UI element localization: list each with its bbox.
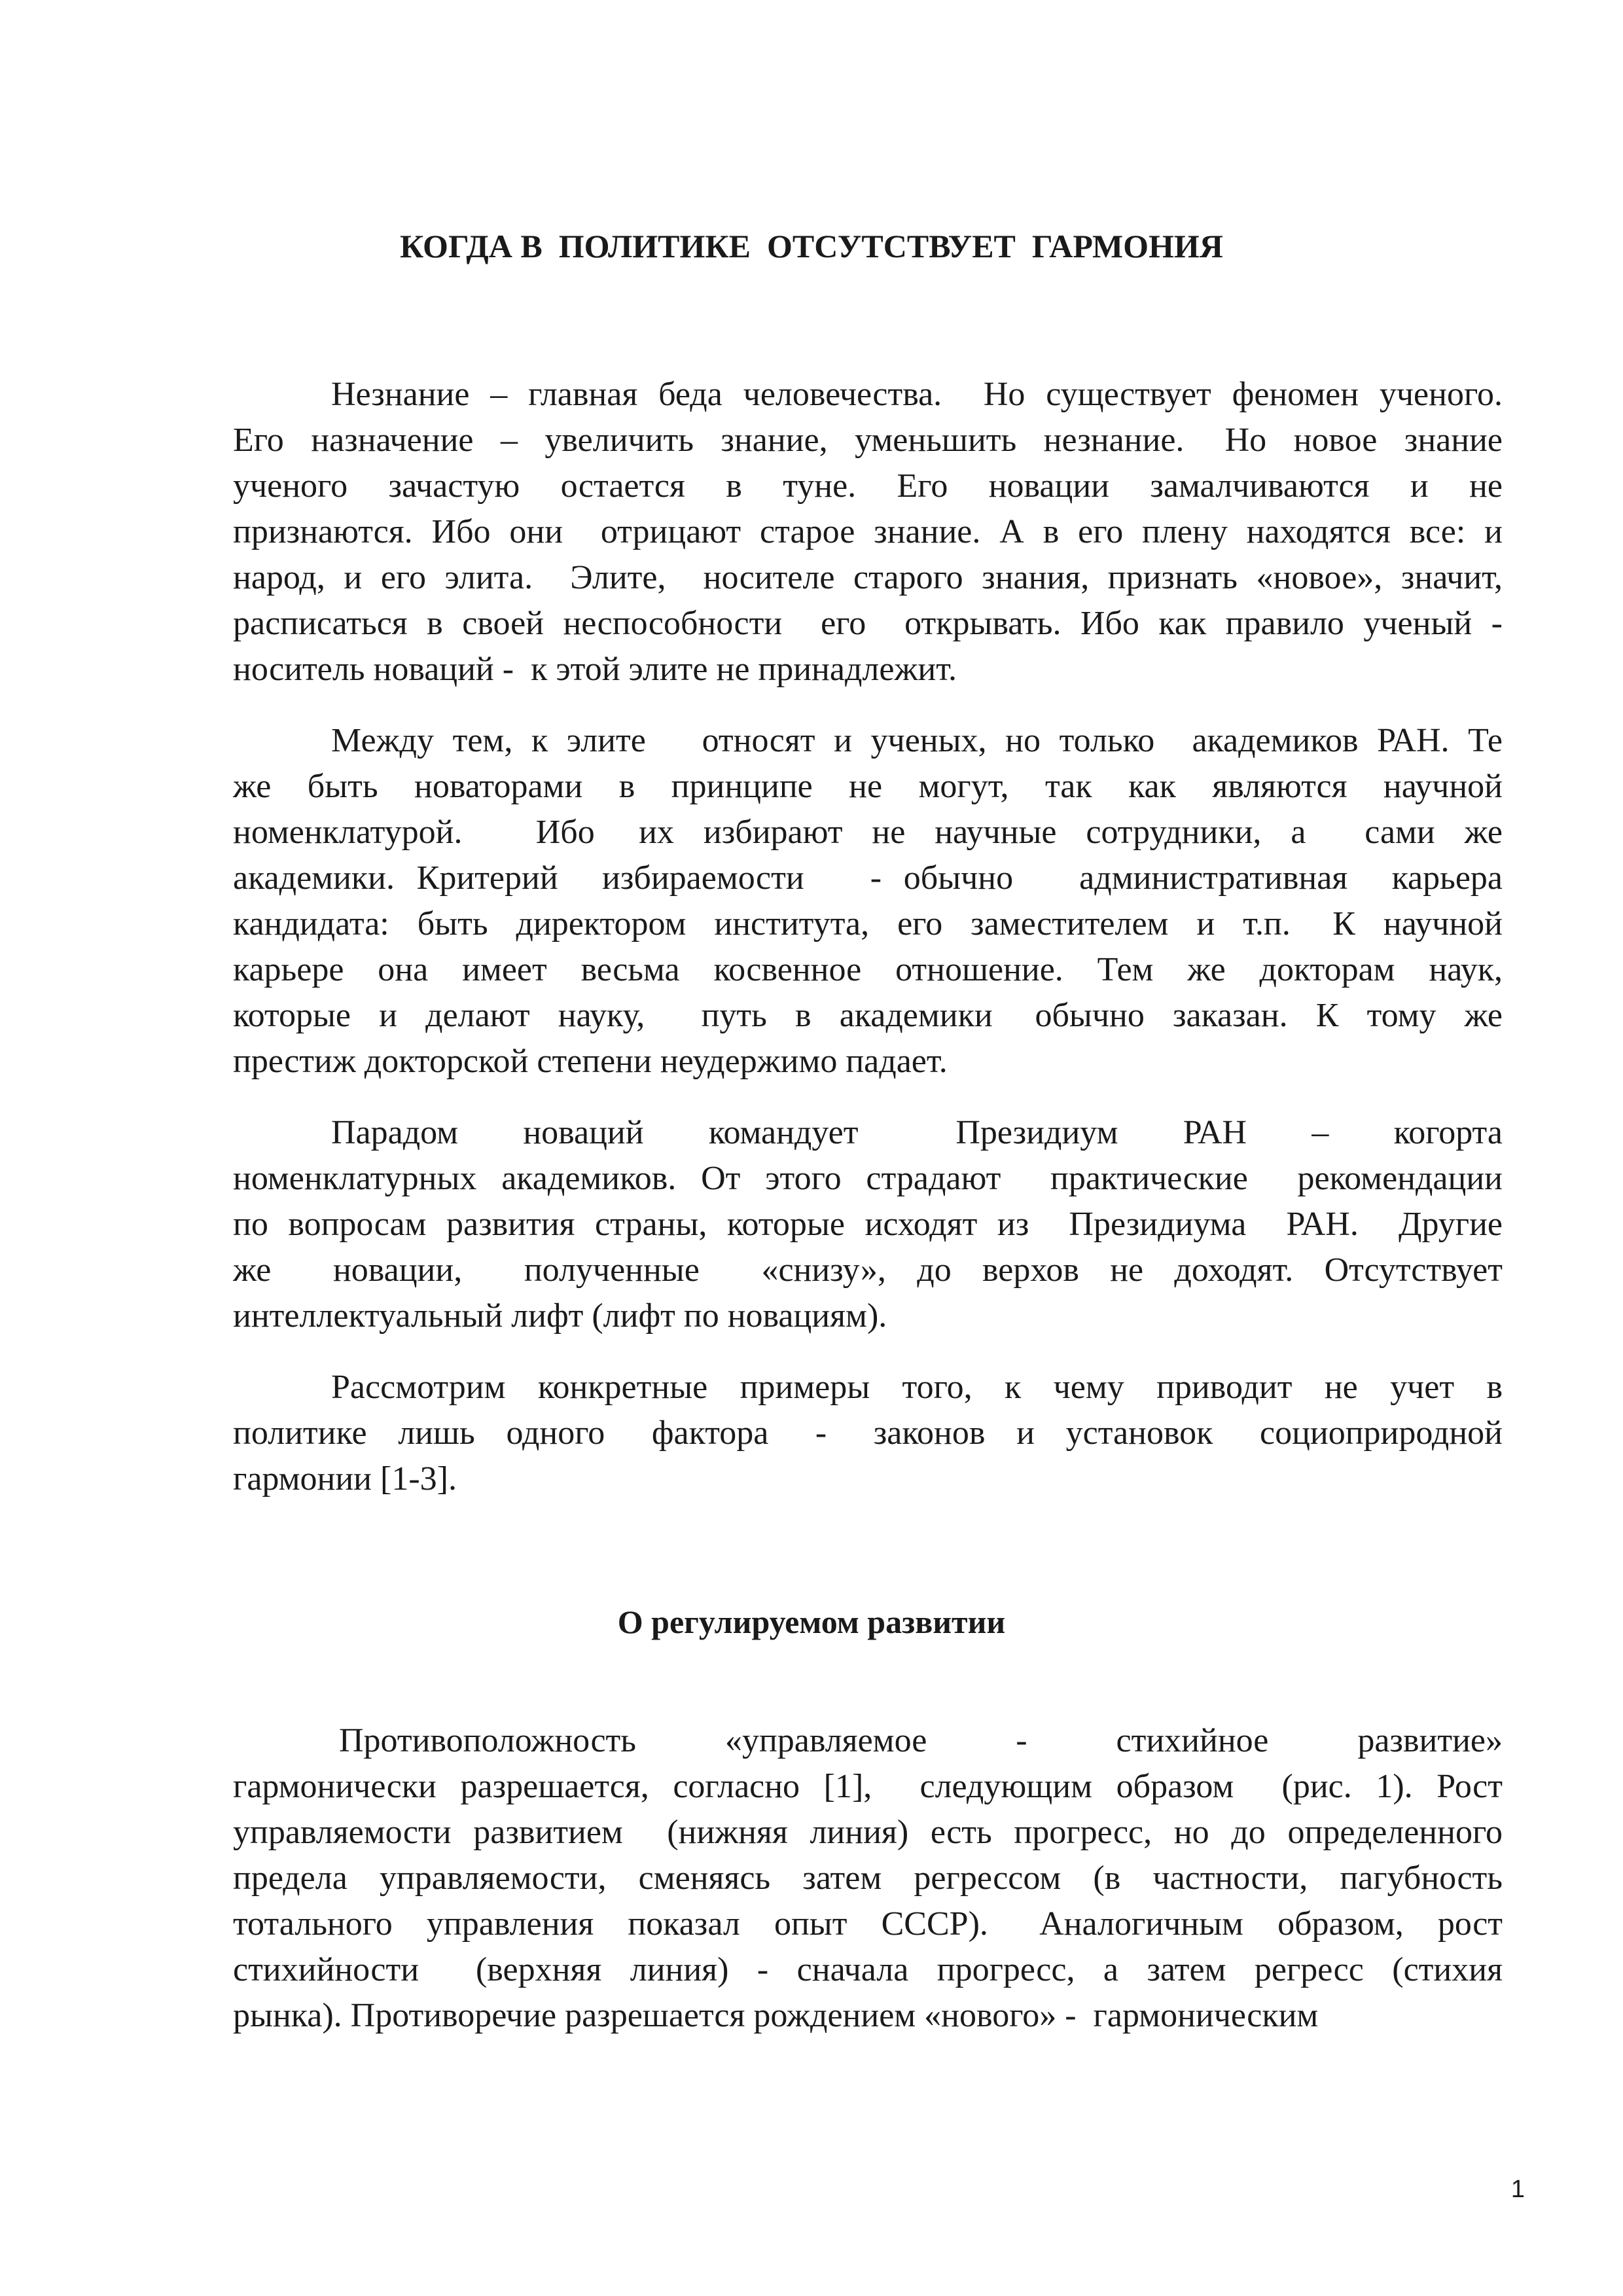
paragraph-4-line: Рассмотрим конкретные примеры того, к чему приводит не учет в bbox=[331, 1369, 1503, 1406]
paragraph-4-line: гармонии [1-3]. bbox=[233, 1460, 457, 1498]
paragraph-5-line: стихийности (верхняя линия) - сначала прогресс, а затем регресс (стихия bbox=[233, 1951, 1503, 1988]
page-number: 1 bbox=[1510, 2176, 1525, 2203]
paragraph-3-line: Парадом новаций командует Президиум РАН – когорта bbox=[331, 1114, 1503, 1151]
paragraph-1-line: ученого зачастую остается в туне. Его новации замалчиваются и не bbox=[233, 467, 1503, 505]
paragraph-5-line: тотального управления показал опыт СССР). Аналогичным образом, рост bbox=[233, 1905, 1503, 1943]
paragraph-3-line: же новации, полученные «снизу», до верхов не доходят. Отсутствует bbox=[233, 1251, 1503, 1289]
paragraph-1-line: Незнание – главная беда человечества. Но существует феномен ученого. bbox=[331, 376, 1503, 413]
paragraph-5-line: гармонически разрешается, согласно [1], следующим образом (рис. 1). Рост bbox=[233, 1768, 1503, 1805]
paragraph-2-line: Между тем, к элите относят и ученых, но только академиков РАН. Те bbox=[331, 722, 1503, 759]
paragraph-3-line: интеллектуальный лифт (лифт по новациям). bbox=[233, 1297, 887, 1335]
paragraph-5-line: управляемости развитием (нижняя линия) есть прогресс, но до определенного bbox=[233, 1814, 1503, 1851]
paragraph-1-line: носитель новаций - к этой элите не принадлежит. bbox=[233, 651, 957, 688]
paragraph-2-line: академики. Критерий избираемости - обычно административная карьера bbox=[233, 859, 1503, 897]
paragraph-5-line: рынка). Противоречие разрешается рождением «нового» - гармоническим bbox=[233, 1997, 1319, 2034]
paragraph-3-line: номенклатурных академиков. От этого страдают практические рекомендации bbox=[233, 1160, 1503, 1197]
paragraph-2-line: номенклатурой. Ибо их избирают не научные сотрудники, а сами же bbox=[233, 814, 1503, 851]
paragraph-1-line: расписаться в своей неспособности его открывать. Ибо как правило ученый - bbox=[233, 605, 1503, 642]
paragraph-3-line: по вопросам развития страны, которые исходят из Президиума РАН. Другие bbox=[233, 1206, 1503, 1243]
paragraph-5-line: предела управляемости, сменяясь затем регрессом (в частности, пагубность bbox=[233, 1859, 1503, 1897]
paragraph-2-line: кандидата: быть директором института, его заместителем и т.п. К научной bbox=[233, 905, 1503, 942]
paragraph-2-line: же быть новаторами в принципе не могут, так как являются научной bbox=[233, 768, 1503, 805]
paragraph-4-line: политике лишь одного фактора - законов и установок социоприродной bbox=[233, 1414, 1503, 1452]
paragraph-2-line: карьере она имеет весьма косвенное отношение. Тем же докторам наук, bbox=[233, 951, 1503, 988]
paragraph-1-line: признаются. Ибо они отрицают старое знание. А в его плену находятся все: и bbox=[233, 513, 1503, 550]
paragraph-2-line: которые и делают науку, путь в академики обычно заказан. К тому же bbox=[233, 997, 1503, 1034]
section-title: О регулируемом развитии bbox=[617, 1604, 1006, 1640]
paragraph-5-line: Противоположность «управляемое - стихийное развитие» bbox=[339, 1722, 1503, 1759]
paragraph-1-line: Его назначение – увеличить знание, уменьшить незнание. Но новое знание bbox=[233, 422, 1503, 459]
document-title: КОГДА В ПОЛИТИКЕ ОТСУТСТВУЕТ ГАРМОНИЯ bbox=[400, 228, 1223, 264]
paragraph-1-line: народ, и его элита. Элите, носителе старого знания, признать «новое», значит, bbox=[233, 559, 1503, 596]
paragraph-2-line: престиж докторской степени неудержимо падает. bbox=[233, 1043, 948, 1080]
